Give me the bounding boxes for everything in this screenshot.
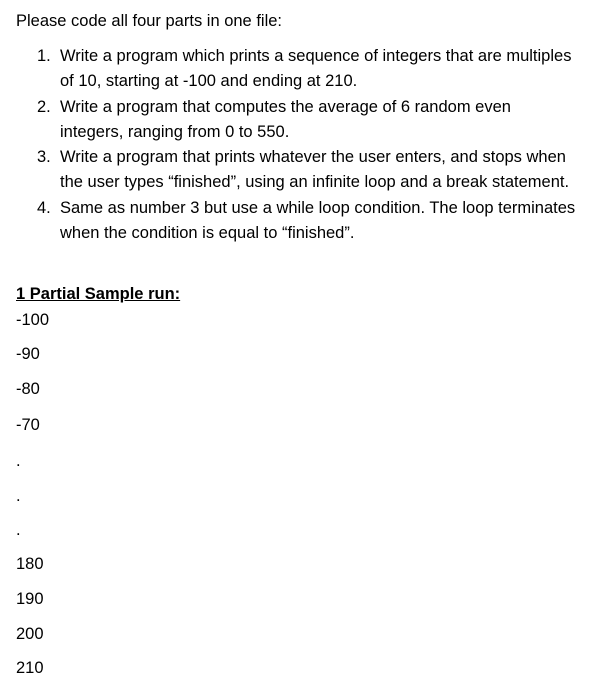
sample-run-output: [16, 0, 216, 700]
sample-output-line: 190: [16, 590, 44, 608]
task-number: 1.: [37, 47, 51, 65]
sample-output-line: -100: [16, 311, 50, 329]
task-text: Write a program which prints a sequence of integers that are multiples of 10, starting at -100 and ending at 210.: [60, 47, 572, 91]
sample-output-line: .: [16, 487, 21, 505]
intro-text: Please code all four parts in one file:: [16, 12, 282, 30]
sample-output-line: .: [16, 521, 21, 539]
task-text: Same as number 3 but use a while loop condition. The loop terminates when the condition is equal to “finished”.: [60, 198, 576, 243]
sample-output-line: -70: [16, 416, 40, 434]
task-number: 3.: [37, 148, 51, 167]
sample-output-line: 180: [16, 555, 44, 573]
task-number: 4.: [37, 198, 51, 217]
sample-output-line: 200: [16, 625, 44, 643]
sample-output-line: -90: [16, 345, 40, 363]
sample-output-line: 210: [16, 659, 44, 677]
task-text: Write a program that prints whatever the user enters, and stops when the user types “finished”, using an infinite loop and a break statement.: [60, 148, 570, 192]
task-text: Write a program that computes the average of 6 random even integers, ranging from 0 to 550.: [60, 97, 511, 141]
task-number: 2.: [37, 97, 51, 116]
sample-output-line: .: [16, 452, 21, 470]
sample-output-line: -80: [16, 380, 40, 398]
sample-run-heading: 1 Partial Sample run:: [16, 285, 181, 303]
